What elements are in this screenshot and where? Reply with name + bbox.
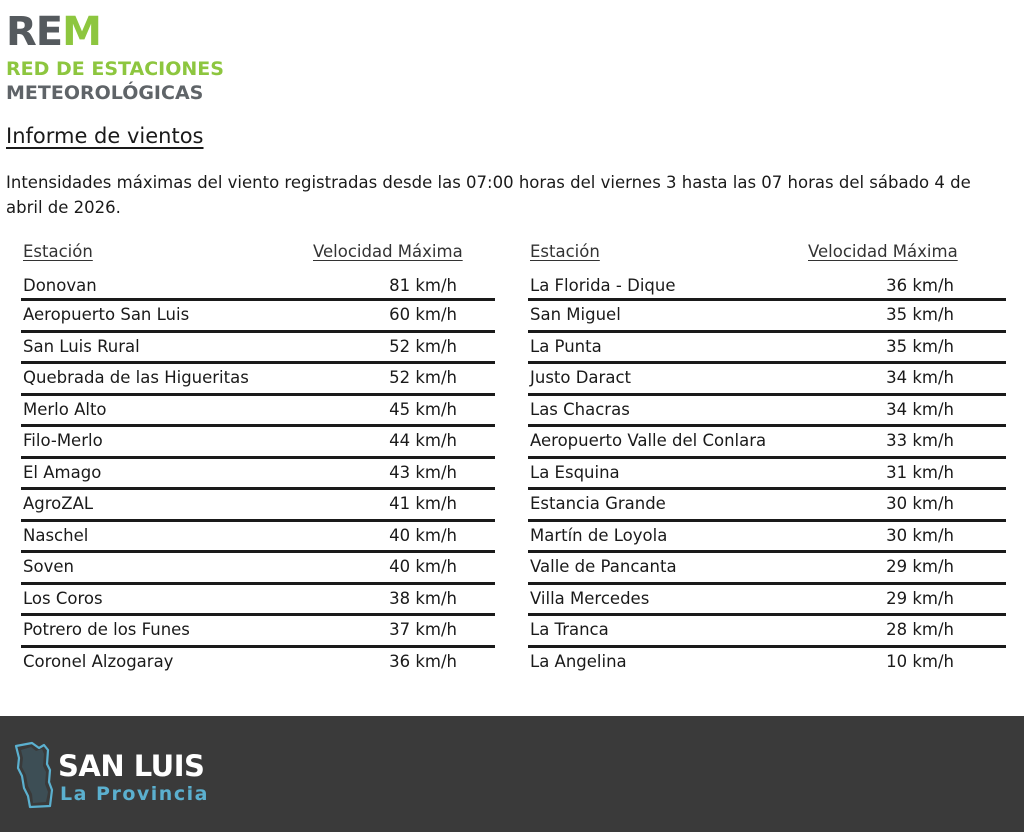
max-wind-speed: 34 km/h xyxy=(886,368,954,387)
rem-logo-mark: REM xyxy=(6,9,101,55)
table-rows xyxy=(528,272,1006,679)
station-name: Villa Mercedes xyxy=(530,588,650,608)
max-wind-speed: 52 km/h xyxy=(389,368,457,387)
station-name: Filo-Merlo xyxy=(23,431,103,450)
station-name: Justo Daract xyxy=(530,368,631,387)
max-wind-speed: 36 km/h xyxy=(886,276,954,295)
report-intro: Intensidades máximas del viento registradas desde las 07:00 horas del viernes 3 hasta las 07 horas del sábado 4 de abril de 2026. xyxy=(6,173,971,217)
table-row xyxy=(21,272,495,301)
table-row xyxy=(21,490,495,522)
max-wind-speed: 28 km/h xyxy=(886,620,954,639)
station-name: La Florida - Dique xyxy=(530,276,676,295)
max-wind-speed: 29 km/h xyxy=(886,557,954,576)
table-row xyxy=(21,396,495,428)
station-name: AgroZAL xyxy=(23,494,94,513)
max-wind-speed: 60 km/h xyxy=(389,305,457,324)
station-name: Las Chacras xyxy=(530,399,630,419)
max-wind-speed: 34 km/h xyxy=(886,399,954,419)
footer-banner xyxy=(0,716,1024,832)
table-header xyxy=(528,238,1006,272)
station-name: El Amago xyxy=(23,462,102,482)
table-row xyxy=(21,616,495,648)
max-wind-speed: 30 km/h xyxy=(886,494,954,513)
table-row xyxy=(528,364,1006,396)
max-wind-speed: 40 km/h xyxy=(389,525,457,545)
table-row xyxy=(528,585,1006,617)
wind-table-left xyxy=(21,238,495,679)
table-header xyxy=(21,238,495,272)
station-name: Coronel Alzogaray xyxy=(23,651,174,671)
footer-subtitle: La Provincia xyxy=(60,783,209,805)
max-wind-speed: 29 km/h xyxy=(886,588,954,608)
max-wind-speed: 33 km/h xyxy=(886,431,954,450)
rem-logo-line1: RED DE ESTACIONES xyxy=(6,58,224,80)
header-station: Estación xyxy=(23,242,93,261)
footer-title: SAN LUIS xyxy=(58,749,205,783)
station-name: La Angelina xyxy=(530,651,627,671)
wind-table-right xyxy=(528,238,1006,679)
table-row xyxy=(21,553,495,585)
station-name: La Esquina xyxy=(530,462,620,482)
table-row xyxy=(21,459,495,491)
header-station: Estación xyxy=(530,242,600,261)
table-row xyxy=(21,585,495,617)
max-wind-speed: 45 km/h xyxy=(389,399,457,419)
header-speed: Velocidad Máxima xyxy=(808,242,958,261)
rem-logo-line2: METEOROLÓGICAS xyxy=(6,82,204,104)
max-wind-speed: 35 km/h xyxy=(886,305,954,324)
table-row xyxy=(21,333,495,365)
max-wind-speed: 41 km/h xyxy=(389,494,457,513)
table-row xyxy=(528,333,1006,365)
max-wind-speed: 31 km/h xyxy=(886,462,954,482)
max-wind-speed: 52 km/h xyxy=(389,336,457,356)
max-wind-speed: 38 km/h xyxy=(389,588,457,608)
station-name: Martín de Loyola xyxy=(530,525,668,545)
table-row xyxy=(528,522,1006,554)
table-rows xyxy=(21,272,495,679)
table-row xyxy=(528,616,1006,648)
max-wind-speed: 40 km/h xyxy=(389,557,457,576)
station-name: Quebrada de las Higueritas xyxy=(23,368,249,387)
station-name: Valle de Pancanta xyxy=(530,557,677,576)
max-wind-speed: 43 km/h xyxy=(389,462,457,482)
table-row xyxy=(21,364,495,396)
station-name: La Punta xyxy=(530,336,602,356)
station-name: Soven xyxy=(23,557,74,576)
table-row xyxy=(528,272,1006,301)
max-wind-speed: 10 km/h xyxy=(886,651,954,671)
station-name: San Luis Rural xyxy=(23,336,140,356)
table-row xyxy=(528,396,1006,428)
station-name: Estancia Grande xyxy=(530,494,666,513)
station-name: Aeropuerto San Luis xyxy=(23,305,190,324)
station-name: Donovan xyxy=(23,276,97,295)
san-luis-map-icon xyxy=(12,740,54,810)
station-name: Aeropuerto Valle del Conlara xyxy=(530,431,767,450)
station-name: Potrero de los Funes xyxy=(23,620,190,639)
max-wind-speed: 30 km/h xyxy=(886,525,954,545)
max-wind-speed: 81 km/h xyxy=(389,276,457,295)
table-row xyxy=(528,459,1006,491)
station-name: San Miguel xyxy=(530,305,621,324)
header-speed: Velocidad Máxima xyxy=(313,242,463,261)
table-row xyxy=(528,553,1006,585)
station-name: La Tranca xyxy=(530,620,609,639)
station-name: Merlo Alto xyxy=(23,399,107,419)
rem-logo xyxy=(6,9,224,106)
table-row xyxy=(21,301,495,333)
max-wind-speed: 44 km/h xyxy=(389,431,457,450)
table-row xyxy=(21,427,495,459)
report-title: Informe de vientos xyxy=(6,124,204,148)
station-name: Los Coros xyxy=(23,588,103,608)
max-wind-speed: 37 km/h xyxy=(389,620,457,639)
table-row xyxy=(528,301,1006,333)
station-name: Naschel xyxy=(23,525,89,545)
table-row xyxy=(528,648,1006,680)
table-row xyxy=(528,427,1006,459)
table-row xyxy=(528,490,1006,522)
max-wind-speed: 36 km/h xyxy=(389,651,457,671)
max-wind-speed: 35 km/h xyxy=(886,336,954,356)
table-row xyxy=(21,648,495,680)
table-row xyxy=(21,522,495,554)
